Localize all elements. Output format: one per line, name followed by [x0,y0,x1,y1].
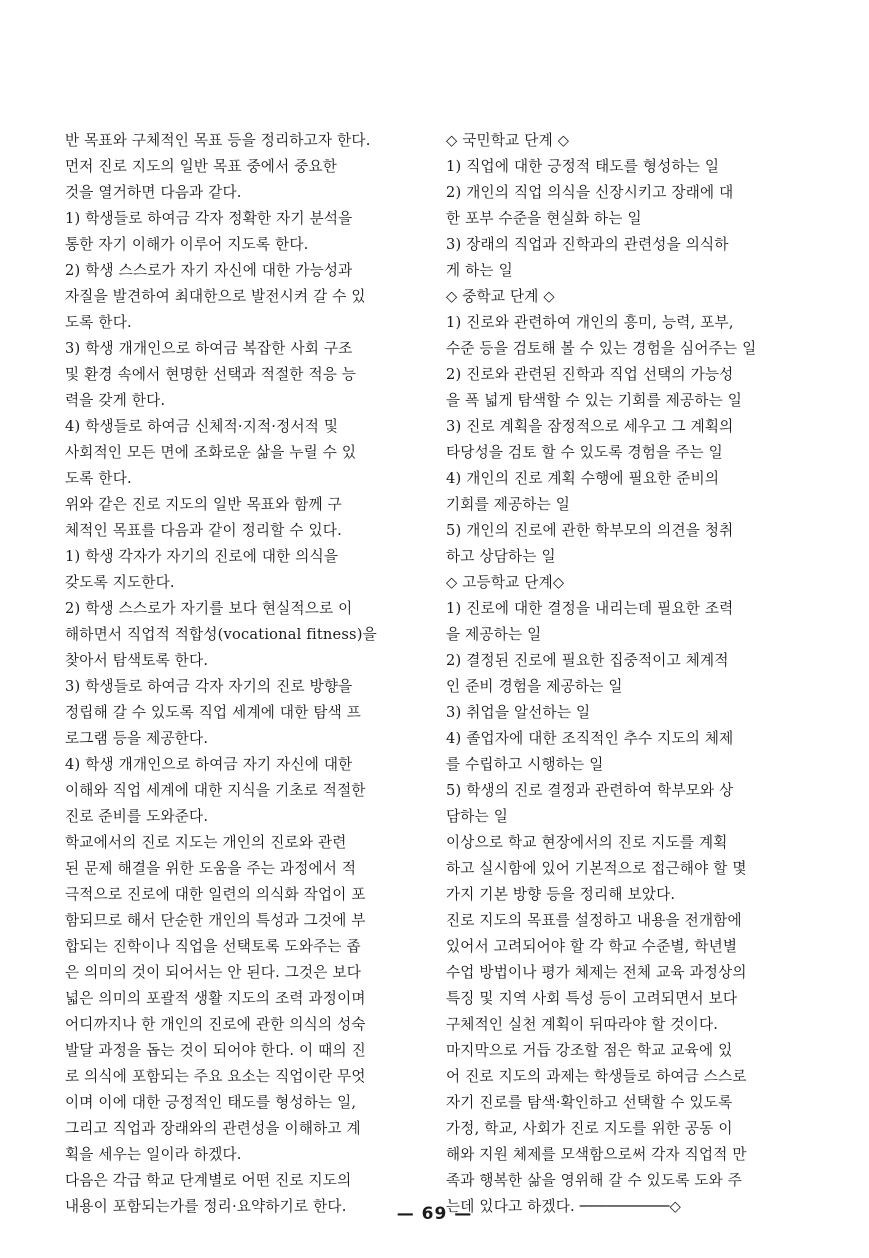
text-line: 이해와 직업 세계에 대한 지식을 기초로 적절한 [65,782,366,799]
text-line: 진로 준비를 도와준다. [65,808,209,825]
text-line: 로그램 등을 제공한다. [65,730,209,747]
text-line: 진로 지도의 목표를 설정하고 내용을 전개함에 [446,912,742,929]
text-line: 하고 실시함에 있어 기본적으로 접근해야 할 몇 [446,860,747,877]
text-line: 2) 결정된 진로에 필요한 집중적이고 체계적 [446,652,729,669]
text-line: 로 의식에 포함되는 주요 요소는 직업이란 무엇 [65,1068,366,1085]
text-line: 1) 학생들로 하여금 각자 정확한 자기 분석을 [65,210,353,227]
text-line: 정립해 갈 수 있도록 직업 세계에 대한 탐색 프 [65,704,362,721]
text-line: 어디까지나 한 개인의 진로에 관한 의식의 성숙 [65,1016,366,1033]
text-line: 위와 같은 진로 지도의 일반 목표와 함께 구 [65,496,342,513]
text-line: 3) 진로 계획을 잠정적으로 세우고 그 계획의 [446,418,734,435]
text-line: 을 제공하는 일 [446,626,542,643]
text-line: 가지 기본 방향 등을 정리해 보았다. [446,886,676,903]
text-line: 된 문제 해결을 위한 도움을 주는 과정에서 적 [65,860,357,877]
right-column [446,128,806,1220]
text-line: 찾아서 탐색토록 한다. [65,652,209,669]
text-line: 력을 갖게 한다. [65,392,166,409]
text-line: 극적으로 진로에 대한 일련의 의식화 작업이 포 [65,886,366,903]
text-line: ◇ 고등학교 단계◇ [446,574,565,591]
text-line: 1) 학생 각자가 자기의 진로에 대한 의식을 [65,548,339,565]
text-line: 1) 직업에 대한 긍정적 태도를 형성하는 일 [446,158,720,175]
text-line: 도록 한다. [65,314,132,331]
text-line: 이상으로 학교 현장에서의 진로 지도를 계획 [446,834,728,851]
text-line: 가정, 학교, 사회가 진로 지도를 위한 공동 이 [446,1120,733,1137]
text-line: 어 진로 지도의 과제는 학생들로 하여금 스스로 [446,1068,747,1085]
text-line: 먼저 진로 지도의 일반 목표 중에서 중요한 [65,158,338,175]
text-line: 족과 행복한 삶을 영위해 갈 수 있도록 도와 주 [446,1172,743,1189]
text-line: 통한 자기 이해가 이루어 지도록 한다. [65,236,309,253]
text-line: 및 환경 속에서 현명한 선택과 적절한 적응 능 [65,366,357,383]
text-line: 인 준비 경험을 제공하는 일 [446,678,623,695]
text-line: 을 폭 넓게 탐색할 수 있는 기회를 제공하는 일 [446,392,743,409]
text-line: ◇ 중학교 단계 ◇ [446,288,555,305]
text-line: 는데 있다고 하겠다. ──────────◇ [446,1198,682,1215]
text-line: 이며 이에 대한 긍정적인 태도를 형성하는 일, [65,1094,357,1111]
text-line: 구체적인 실천 계획이 뒤따라야 할 것이다. [446,1016,719,1033]
text-line: 3) 학생 개개인으로 하여금 복잡한 사회 구조 [65,340,353,357]
text-line: 학교에서의 진로 지도는 개인의 진로와 관련 [65,834,347,851]
text-line: 도록 한다. [65,470,132,487]
text-line: 해하면서 직업적 적합성(vocational fitness)을 [65,626,377,643]
text-line: 반 목표와 구체적인 목표 등을 정리하고자 한다. [65,132,371,149]
text-line: 5) 개인의 진로에 관한 학부모의 의견을 청취 [446,522,734,539]
text-line: 2) 학생 스스로가 자기를 보다 현실적으로 이 [65,600,353,617]
text-line: 한 포부 수준을 현실화 하는 일 [446,210,642,227]
text-line: 4) 학생 개개인으로 하여금 자기 자신에 대한 [65,756,353,773]
text-line: 내용이 포함되는가를 정리·요약하기로 한다. [65,1198,347,1215]
text-line: 2) 학생 스스로가 자기 자신에 대한 가능성과 [65,262,353,279]
text-line: 기회를 제공하는 일 [446,496,571,513]
text-line: 1) 진로에 대한 결정을 내리는데 필요한 조력 [446,600,734,617]
text-line: 5) 학생의 진로 결정과 관련하여 학부모와 상 [446,782,734,799]
text-line: 해와 지원 체제를 모색함으로써 각자 직업적 만 [446,1146,747,1163]
text-line: 넓은 의미의 포괄적 생활 지도의 조력 과정이며 [65,990,366,1007]
text-line: 자질을 발견하여 최대한으로 발전시켜 갈 수 있 [65,288,366,305]
text-line: 다음은 각급 학교 단계별로 어떤 진로 지도의 [65,1172,352,1189]
text-line: 3) 장래의 직업과 진학과의 관련성을 의식하 [446,236,729,253]
text-line: 2) 진로와 관련된 진학과 직업 선택의 가능성 [446,366,734,383]
text-line: 4) 개인의 진로 계획 수행에 필요한 준비의 [446,470,720,487]
text-line: 4) 졸업자에 대한 조직적인 추수 지도의 체제 [446,730,734,747]
text-line: 타당성을 검토 할 수 있도록 경험을 주는 일 [446,444,723,461]
text-line: 갖도록 지도한다. [65,574,175,591]
left-column [65,128,425,1220]
text-line: 3) 취업을 알선하는 일 [446,704,591,721]
text-line: 담하는 일 [446,808,509,825]
text-line: 수준 등을 검토해 볼 수 있는 경험을 심어주는 일 [446,340,757,357]
text-line: 2) 개인의 직업 의식을 신장시키고 장래에 대 [446,184,734,201]
text-line: 하고 상담하는 일 [446,548,556,565]
text-line: ◇ 국민학교 단계 ◇ [446,132,570,149]
text-line: 마지막으로 거듭 강조할 점은 학교 교육에 있 [446,1042,733,1059]
text-line: 획을 세우는 일이라 하겠다. [65,1146,242,1163]
text-line: 그리고 직업과 장래와의 관련성을 이해하고 계 [65,1120,361,1137]
text-line: 3) 학생들로 하여금 각자 자기의 진로 방향을 [65,678,353,695]
text-line: 수업 방법이나 평가 체제는 전체 교육 과정상의 [446,964,747,981]
text-line: 를 수립하고 시행하는 일 [446,756,604,773]
text-line: 합되는 진학이나 직업을 선택토록 도와주는 좁 [65,938,361,955]
text-line: 은 의미의 것이 되어서는 안 된다. 그것은 보다 [65,964,362,981]
text-line: 자기 진로를 탐색·확인하고 선택할 수 있도록 [446,1094,733,1111]
text-line: 있어서 고려되어야 할 각 학교 수준별, 학년별 [446,938,738,955]
text-line: 4) 학생들로 하여금 신체적·지적·정서적 및 [65,418,339,435]
text-line: 발달 과정을 돕는 것이 되어야 한다. 이 때의 진 [65,1042,366,1059]
text-line: 것을 열거하면 다음과 같다. [65,184,242,201]
text-line: 특징 및 지역 사회 특성 등이 고려되면서 보다 [446,990,738,1007]
text-line: 체적인 목표를 다음과 같이 정리할 수 있다. [65,522,342,539]
page-number: — 69 — [396,1204,473,1224]
text-line: 함되므로 해서 단순한 개인의 특성과 그것에 부 [65,912,366,929]
text-line: 1) 진로와 관련하여 개인의 흥미, 능력, 포부, [446,314,734,331]
text-line: 게 하는 일 [446,262,513,279]
text-line: 사회적인 모든 면에 조화로운 삶을 누릴 수 있 [65,444,357,461]
